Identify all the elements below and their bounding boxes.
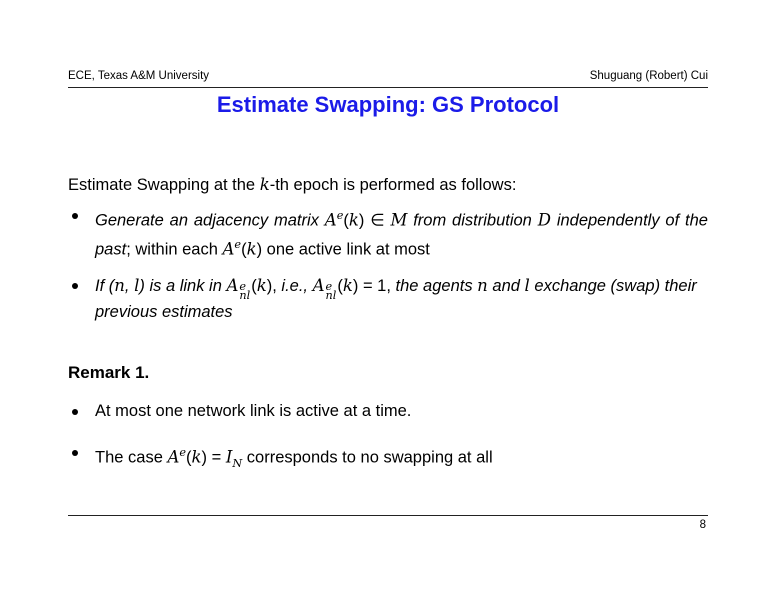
slide-title: Estimate Swapping: GS Protocol bbox=[216, 92, 560, 117]
header-rule bbox=[68, 87, 708, 88]
list-item bbox=[68, 441, 708, 475]
list-item bbox=[68, 274, 708, 324]
bullet-text: At most one network link is active at a time. bbox=[95, 402, 412, 420]
remark-heading: Remark 1. bbox=[68, 363, 150, 382]
bullet-text: Generate an adjacency matrix $A^e(k)$ ∈ M from distribution D independently of the past; within each $A^e(k)$ one active link at most bbox=[95, 209, 708, 258]
header-author: Shuguang (Robert) Cui bbox=[589, 70, 708, 82]
bullet-icon bbox=[68, 441, 95, 475]
bullet-text: If (n, l) is a link in A e nl (k), i.e., A e nl (k) = 1, the agents n and l exchange (swap) their previous estimates bbox=[95, 276, 697, 321]
list-item bbox=[68, 400, 708, 423]
bullet-icon bbox=[68, 400, 95, 423]
footer-rule bbox=[68, 515, 708, 516]
intro-text: Estimate Swapping at the k-th epoch is performed as follows: bbox=[68, 174, 517, 194]
page-number: 8 bbox=[699, 519, 706, 531]
header-affiliation: ECE, Texas A&M University bbox=[68, 70, 210, 82]
slide-header bbox=[68, 70, 708, 82]
list-item bbox=[68, 204, 708, 261]
bullet-icon bbox=[68, 274, 95, 324]
bullet-text: The case $A^e(k) = I_N$ corresponds to no swapping at all bbox=[95, 446, 493, 470]
bullet-icon bbox=[68, 204, 95, 261]
